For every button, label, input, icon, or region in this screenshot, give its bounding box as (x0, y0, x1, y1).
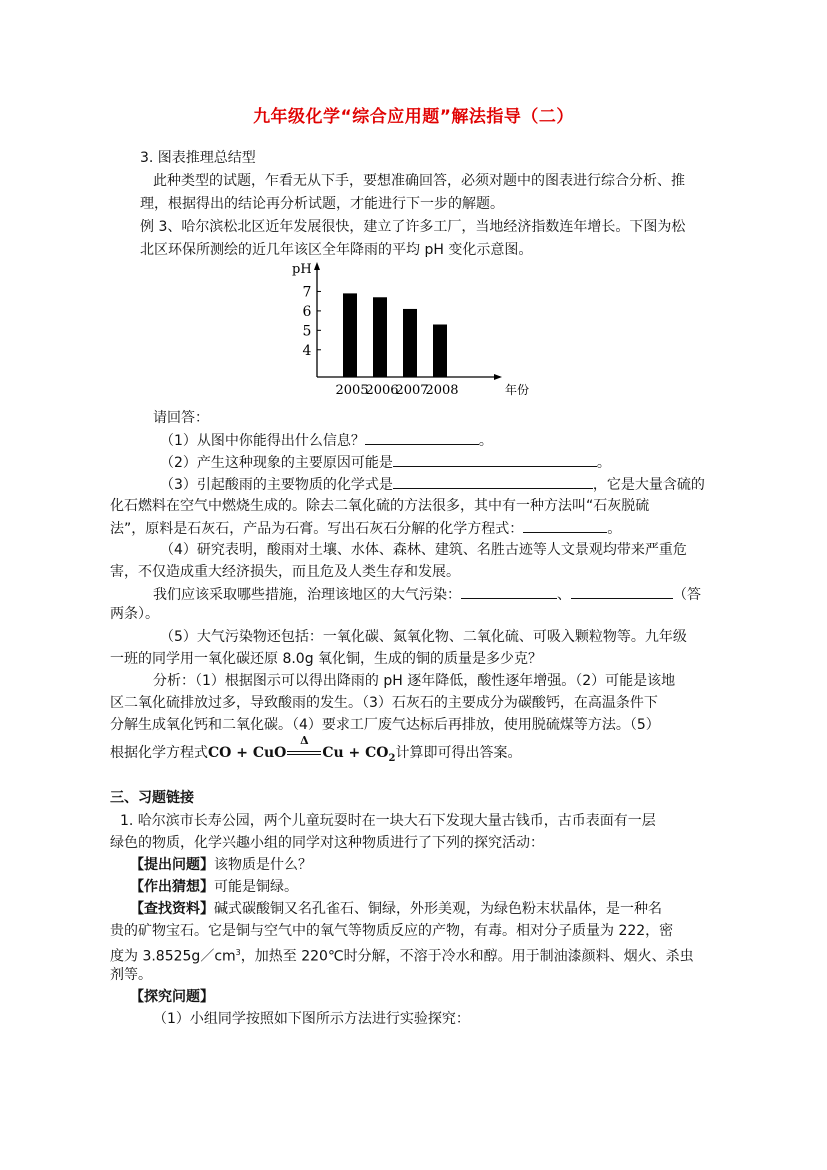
example-line: 北区环保所测绘的近几年该区全年降雨的平均 pH 变化示意图。 (140, 242, 533, 258)
label-question: 【提出问题】 (130, 857, 214, 873)
exercise-line: 1. 哈尔滨市长寿公园，两个儿童玩耍时在一块大石下发现大量古钱币，古币表面有一层 (120, 813, 656, 829)
answer-blank (393, 452, 597, 467)
label-research: 【查找资料】 (130, 901, 214, 917)
question-3-text2: ，它是大量含硫的 (592, 477, 705, 493)
question-5: （5）大气污染物还包括：一氧化碳、氮氧化物、二氧化硫、可吸入颗粒物等。九年级 (160, 629, 687, 645)
question-5-line: 一班的同学用一氧化碳还原 8.0g 氧化铜，生成的铜的质量是多少克？ (110, 651, 543, 667)
answer-blank (461, 584, 557, 599)
question-3-line: 化石燃料在空气中燃烧生成的。除去二氧化硫的方法很多，其中有一种方法叫“石灰脱硫 (110, 498, 650, 514)
answer-blank (571, 584, 673, 599)
x-tick-label: 2007 (395, 383, 429, 398)
question-4-line: 害，不仅造成重大经济损失，而且危及人类生存和发展。 (110, 564, 460, 580)
analysis-line: 区二氧化硫排放过多，导致酸雨的发生。（3）石灰石的主要成分为碳酸钙，在高温条件下 (110, 695, 658, 711)
question-4-line (153, 584, 793, 605)
x-tick-label: 2008 (425, 383, 459, 398)
question-3 (160, 474, 800, 495)
answer-blank (523, 518, 607, 533)
exercise-line: 【作出猜想】可能是铜绿。 (130, 879, 298, 895)
example-line: 例 3、哈尔滨松北区近年发展很快，建立了许多工厂，当地经济指数连年增长。下图为松 (140, 219, 686, 235)
section-heading: 3. 图表推理总结型 (140, 150, 256, 166)
page-title: 九年级化学“综合应用题”解法指导（二） (253, 107, 574, 127)
question-4-sep: 、 (557, 587, 571, 603)
questions-intro: 请回答： (153, 410, 209, 426)
bar-2007 (403, 309, 417, 377)
chemical-equation: CO + CuO Δ $Cu + CO_2$ (208, 745, 395, 761)
ph-bar-chart (290, 258, 540, 400)
question-3-end: 。 (607, 521, 622, 537)
label-explore: 【探究问题】 (130, 989, 214, 1005)
question-4-line: 两条）。 (110, 606, 159, 622)
exercise-line: 度为 $3.8525g/cm^3$，加热至 220℃时分解，不溶于冷水和醇。用于制油漆颜料、烟火、杀虫 (110, 948, 694, 965)
question-2-text: （2）产生这种现象的主要原因可能是 (160, 455, 393, 471)
exercise-line: 【查找资料】碱式碳酸铜又名孔雀石、铜绿，外形美观，为绿色粉末状晶体，是一种名 (130, 901, 662, 917)
analysis-line: 分析：（1）根据图示可以得出降雨的 pH 逐年降低，酸性逐年增强。（2）可能是该地 (153, 673, 676, 689)
analysis-text: 根据化学方程式 (110, 745, 208, 761)
exercise-line: 绿色的物质，化学兴趣小组的同学对这种物质进行了下列的探究活动： (110, 835, 544, 851)
answer-blank (365, 430, 479, 445)
question-4-text: 我们应该采取哪些措施，治理该地区的大气污染： (153, 587, 461, 603)
x-axis-arrow (494, 374, 502, 380)
bar-2006 (373, 297, 387, 377)
exercise-line (130, 987, 770, 1007)
exercise-line: 贵的矿物宝石。它是铜与空气中的氧气等物质反应的产物，有毒。相对分子质量为 222，密 (110, 923, 674, 939)
paragraph-line: 理，根据得出的结论再分析试题，才能进行下一步的解题。 (140, 196, 504, 212)
exercise-line: 【提出问题】该物质是什么？ (130, 857, 312, 873)
exercise-line: （1）小组同学按照如下图所示方法进行实验探究： (153, 1011, 470, 1027)
question-1-end: 。 (478, 433, 493, 449)
section-links-heading: 三、习题链接 (110, 790, 194, 806)
question-2-end: 。 (596, 455, 611, 471)
y-tick-label: 5 (302, 323, 312, 340)
bar-2008 (433, 325, 447, 378)
paragraph-line: 此种类型的试题，乍看无从下手，要想准确回答，必须对题中的图表进行综合分析、推 (153, 173, 685, 189)
question-3-text: （3）引起酸雨的主要物质的化学式是 (160, 477, 393, 493)
y-axis-arrow (314, 262, 320, 270)
question-1-text: （1）从图中你能得出什么信息？ (160, 433, 365, 449)
question-4-note: （答 (673, 587, 701, 603)
y-axis-label: pH (292, 262, 312, 277)
y-tick-label: 6 (302, 303, 312, 320)
x-tick-label: 2005 (335, 383, 369, 398)
analysis-line (110, 734, 750, 769)
bar-2005 (343, 293, 357, 377)
question-2 (160, 452, 800, 473)
exercise-line: 剂等。 (110, 967, 152, 983)
y-tick-label: 7 (302, 284, 312, 301)
answer-blank (393, 474, 593, 489)
question-3-line (110, 518, 750, 539)
question-1 (160, 430, 800, 451)
analysis-line: 分解生成氧化钙和二氧化碳。（4）要求工厂废气达标后再排放，使用脱硫煤等方法。（5） (110, 717, 660, 733)
label-guess: 【作出猜想】 (130, 879, 214, 895)
y-tick-label: 4 (302, 342, 312, 359)
x-axis-label: 年份 (505, 383, 530, 397)
analysis-text-end: 计算即可得出答案。 (395, 745, 522, 761)
heat-symbol: Δ (300, 734, 309, 747)
question-3-text3: 法”，原料是石灰石，产品为石膏。写出石灰石分解的化学方程式： (110, 521, 524, 537)
x-tick-label: 2006 (365, 383, 399, 398)
question-4: （4）研究表明，酸雨对土壤、水体、森林、建筑、名胜古迹等人文景观均带来严重危 (160, 542, 687, 558)
